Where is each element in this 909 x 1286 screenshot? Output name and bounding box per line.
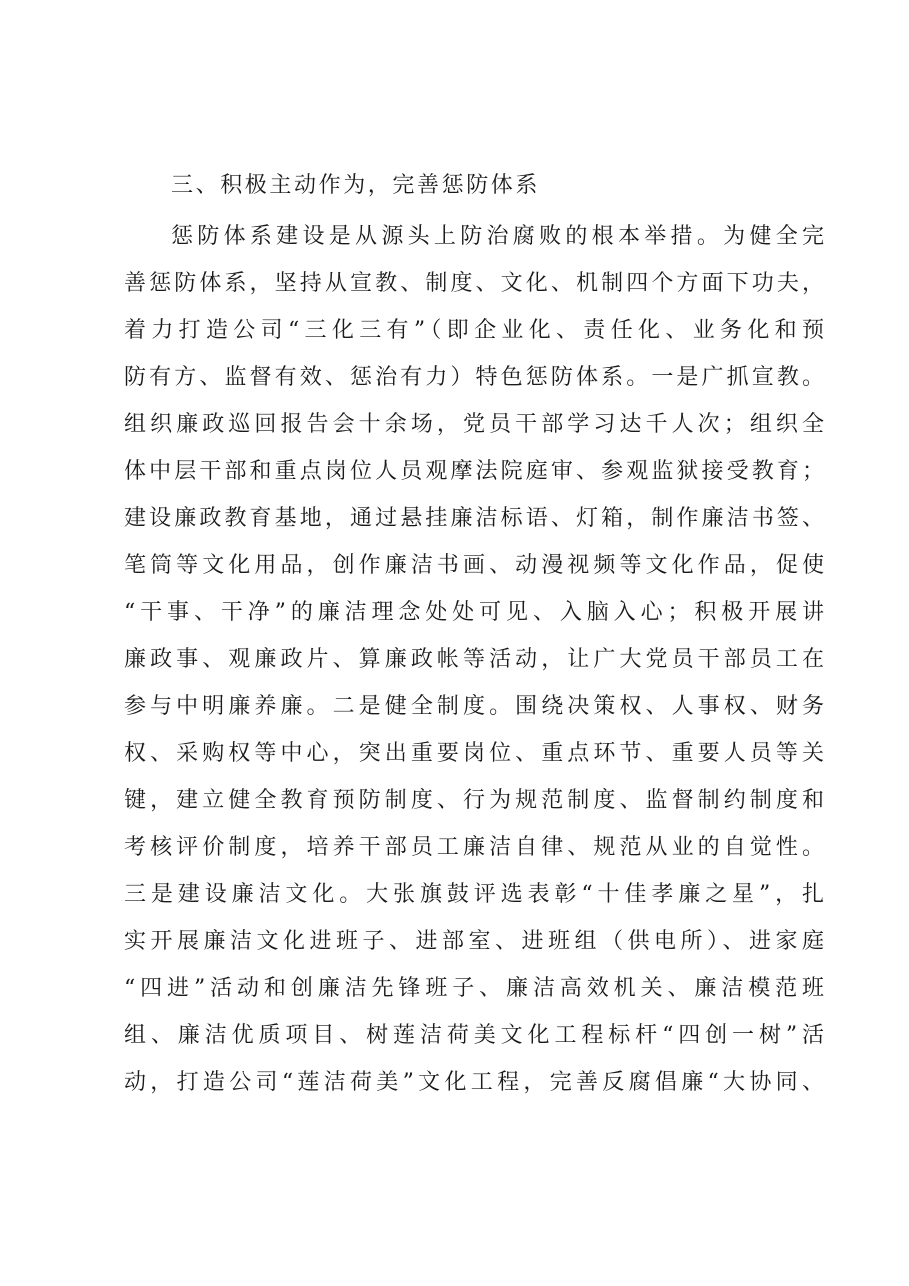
paragraph-line: 组、廉洁优质项目、树莲洁荷美文化工程标杆“四创一树”活 bbox=[124, 1023, 824, 1048]
paragraph-line: 体中层干部和重点岗位人员观摩法院庭审、参观监狱接受教育； bbox=[124, 459, 824, 484]
paragraph-line: 着力打造公司“三化三有”（即企业化、责任化、业务化和预 bbox=[124, 318, 824, 343]
paragraph-line: 防有方、监督有效、惩治有力）特色惩防体系。一是广抓宣教。 bbox=[124, 365, 824, 390]
paragraph-line: “干事、干净”的廉洁理念处处可见、入脑入心；积极开展讲 bbox=[124, 600, 824, 625]
paragraph-line: 实开展廉洁文化进班子、进部室、进班组（供电所）、进家庭 bbox=[124, 929, 824, 954]
paragraph-line: “四进”活动和创廉洁先锋班子、廉洁高效机关、廉洁模范班 bbox=[124, 976, 824, 1001]
paragraph-line: 组织廉政巡回报告会十余场，党员干部学习达千人次；组织全 bbox=[124, 412, 824, 437]
paragraph-line: 三是建设廉洁文化。大张旗鼓评选表彰“十佳孝廉之星”，扎 bbox=[124, 882, 824, 907]
paragraph-line: 权、采购权等中心，突出重要岗位、重点环节、重要人员等关 bbox=[124, 741, 824, 766]
paragraph-line: 廉政事、观廉政片、算廉政帐等活动，让广大党员干部员工在 bbox=[124, 647, 824, 672]
paragraph-line: 惩防体系建设是从源头上防治腐败的根本举措。为健全完 bbox=[171, 224, 824, 249]
paragraph-line: 参与中明廉养廉。二是健全制度。围绕决策权、人事权、财务 bbox=[124, 694, 824, 719]
paragraph-line: 考核评价制度，培养干部员工廉洁自律、规范从业的自觉性。 bbox=[124, 835, 824, 860]
paragraph-line: 笔筒等文化用品，创作廉洁书画、动漫视频等文化作品，促使 bbox=[124, 553, 824, 578]
paragraph-line: 善惩防体系，坚持从宣教、制度、文化、机制四个方面下功夫， bbox=[124, 271, 824, 296]
paragraph-line: 键，建立健全教育预防制度、行为规范制度、监督制约制度和 bbox=[124, 788, 824, 813]
paragraph-line: 建设廉政教育基地，通过悬挂廉洁标语、灯箱，制作廉洁书签、 bbox=[124, 506, 824, 531]
section-heading: 三、积极主动作为，完善惩防体系 bbox=[171, 173, 541, 198]
paragraph-line: 动，打造公司“莲洁荷美”文化工程，完善反腐倡廉“大协同、 bbox=[124, 1070, 824, 1095]
